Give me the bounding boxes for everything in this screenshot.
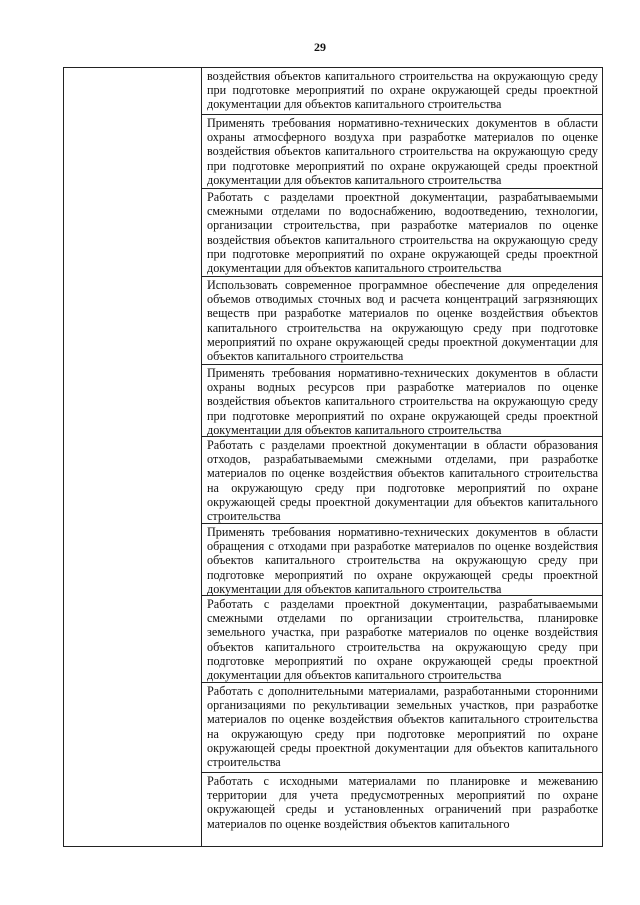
table-cell: Использовать современное программное обеспечение для определения объемов отводимых сточных вод и расчета концентраций загрязняющих веществ при разработке материалов по оценке воздействия объектов капитального строительства на окружающую среду при подготовке мероприятий по охране окружающей среды проектной документации для объектов капитального строительства [202,277,602,365]
table-cell: Работать с разделами проектной документации, разрабатываемыми смежными отделами по организации строительства, планировке земельного участка, при разработке материалов по оценке воздействия объектов капитального строительства на окружающую среду при подготовке мероприятий по охране окружающей среды проектной документации для объектов капитального строительства [202,596,602,683]
table-cell: Работать с разделами проектной документации в области образования отходов, разрабатываемыми смежными отделами, при разработке материалов по оценке воздействия объектов капитального строительства на окружающую среду при подготовке мероприятий по охране окружающей среды проектной документации для объектов капитального строительства [202,437,602,524]
page-number: 29 [314,40,326,54]
table-cell: Применять требования нормативно-технических документов в области охраны водных ресурсов при разработке материалов по оценке воздействия объектов капитального строительства на окружающую среду при подготовке мероприятий по охране окружающей среды проектной документации для объектов капитального строительства [202,365,602,437]
table-cell: Работать с дополнительными материалами, разработанными сторонними организациями по рекультивации земельных участков, при разработке материалов по оценке воздействия объектов капитального строительства на окружающую среду при подготовке мероприятий по охране окружающей среды проектной документации для объектов капитального строительства [202,683,602,773]
table-cell: Применять требования нормативно-технических документов в области охраны атмосферного воздуха при разработке материалов по оценке воздействия объектов капитального строительства на окружающую среду при подготовке мероприятий по охране окружающей среды проектной документации для объектов капитального строительства [202,115,602,189]
table-cell: Работать с исходными материалами по планировке и межеванию территории для учета предусмотренных мероприятий по охране окружающей среды и установленных ограничений при разработке материалов по оценке воздействия объектов капитального [207,774,598,831]
table-cell: воздействия объектов капитального строительства на окружающую среду при подготовке мероприятий по охране окружающей среды проектной документации для объектов капитального строительства [202,68,602,115]
table-cell: Работать с разделами проектной документации, разрабатываемыми смежными отделами по водоснабжению, водоотведению, технологии, организации строительства, при разработке материалов по оценке воздействия объектов капитального строительства на окружающую среду при подготовке мероприятий по охране окружающей среды проектной документации для объектов капитального строительства [202,189,602,277]
table-cell: Применять требования нормативно-технических документов в области обращения с отходами при разработке материалов по оценке воздействия объектов капитального строительства на окружающую среду при подготовке мероприятий по охране окружающей среды проектной документации для объектов капитального строительства [202,524,602,596]
table-right-column [202,68,602,846]
requirements-table [63,67,603,847]
table-left-column [64,68,202,846]
